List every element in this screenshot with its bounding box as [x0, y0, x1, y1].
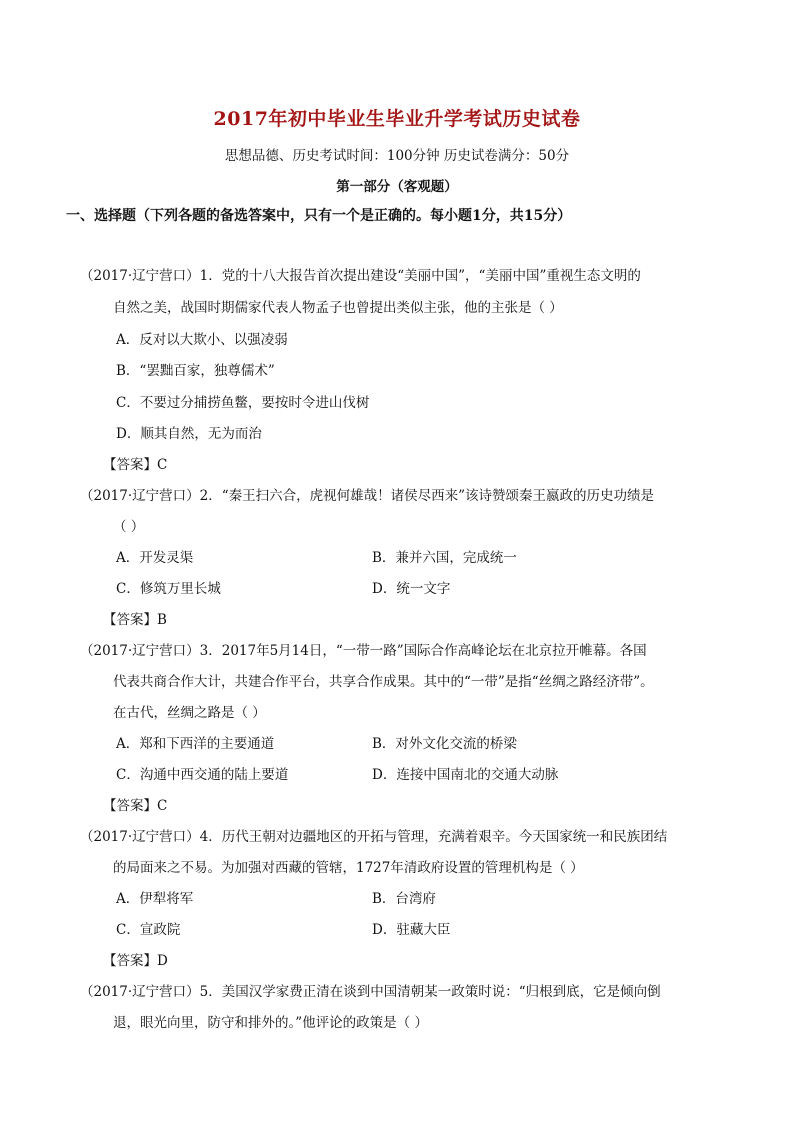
question-2-answer: 【答案】B — [103, 612, 167, 628]
question-4-option-d: D．驻藏大臣 — [372, 922, 451, 938]
question-2-option-d: D．统一文字 — [372, 581, 451, 597]
question-2-line-1: （2017·辽宁营口）2．“秦王扫六合，虎视何雄哉！诸侯尽西来”该诗赞颂秦王嬴政的历史功绩是 — [80, 488, 655, 504]
question-1-option-b: B．“罢黜百家，独尊儒术” — [116, 363, 275, 379]
question-3-line-1: （2017·辽宁营口）3．2017年5月14日，“一带一路”国际合作高峰论坛在北京拉开帷幕。各国 — [80, 643, 647, 659]
question-4-option-b: B．台湾府 — [372, 891, 436, 907]
exam-subtitle: 思想品德、历史考试时间：100分钟 历史试卷满分：50分 — [224, 148, 570, 164]
question-3-option-a: A．郑和下西洋的主要通道 — [116, 736, 275, 752]
question-3-option-c: C．沟通中西交通的陆上要道 — [116, 767, 289, 783]
question-3-answer: 【答案】C — [103, 798, 168, 814]
question-2-line-2: （ ） — [113, 519, 145, 535]
question-1-answer: 【答案】C — [103, 457, 168, 473]
question-3-line-3: 在古代，丝绸之路是（ ） — [113, 705, 266, 721]
question-1-option-a: A．反对以大欺小、以强凌弱 — [116, 332, 288, 348]
section-heading: 一、选择题（下列各题的备选答案中，只有一个是正确的。每小题1分，共15分） — [66, 208, 572, 224]
question-3-option-d: D．连接中国南北的交通大动脉 — [372, 767, 559, 783]
question-4-line-2: 的局面来之不易。为加强对西藏的管辖，1727年清政府设置的管理机构是（ ） — [113, 860, 584, 876]
question-1-line-1: （2017·辽宁营口）1．党的十八大报告首次提出建设“美丽中国”，“美丽中国”重视生态文明的 — [80, 268, 641, 284]
exam-title: 2017年初中毕业生毕业升学考试历史试卷 — [213, 108, 581, 130]
question-3-line-2: 代表共商合作大计，共建合作平台，共享合作成果。其中的“一带”是指“丝绸之路经济带”。 — [113, 674, 654, 690]
question-5-line-2: 退，眼光向里，防守和排外的。”他评论的政策是（ ） — [113, 1015, 428, 1031]
question-2-option-c: C．修筑万里长城 — [116, 581, 221, 597]
question-4-line-1: （2017·辽宁营口）4．历代王朝对边疆地区的开拓与管理，充满着艰辛。今天国家统一和民族团结 — [80, 829, 668, 845]
question-4-option-a: A．伊犁将军 — [116, 891, 194, 907]
question-4-answer: 【答案】D — [103, 953, 168, 969]
question-1-line-2: 自然之美，战国时期儒家代表人物孟子也曾提出类似主张，他的主张是（ ） — [113, 300, 563, 316]
question-2-option-b: B．兼并六国，完成统一 — [372, 550, 517, 566]
question-4-option-c: C．宣政院 — [116, 922, 181, 938]
question-1-option-d: D．顺其自然，无为而治 — [116, 426, 262, 442]
question-3-option-b: B．对外文化交流的桥梁 — [372, 736, 517, 752]
question-5-line-1: （2017·辽宁营口）5．美国汉学家费正清在谈到中国清朝某一政策时说：“归根到底，它是倾向倒 — [80, 984, 661, 1000]
part-heading: 第一部分（客观题） — [336, 179, 458, 195]
question-2-option-a: A．开发灵渠 — [116, 550, 194, 566]
question-1-option-c: C．不要过分捕捞鱼鳖，要按时令进山伐树 — [116, 395, 370, 411]
